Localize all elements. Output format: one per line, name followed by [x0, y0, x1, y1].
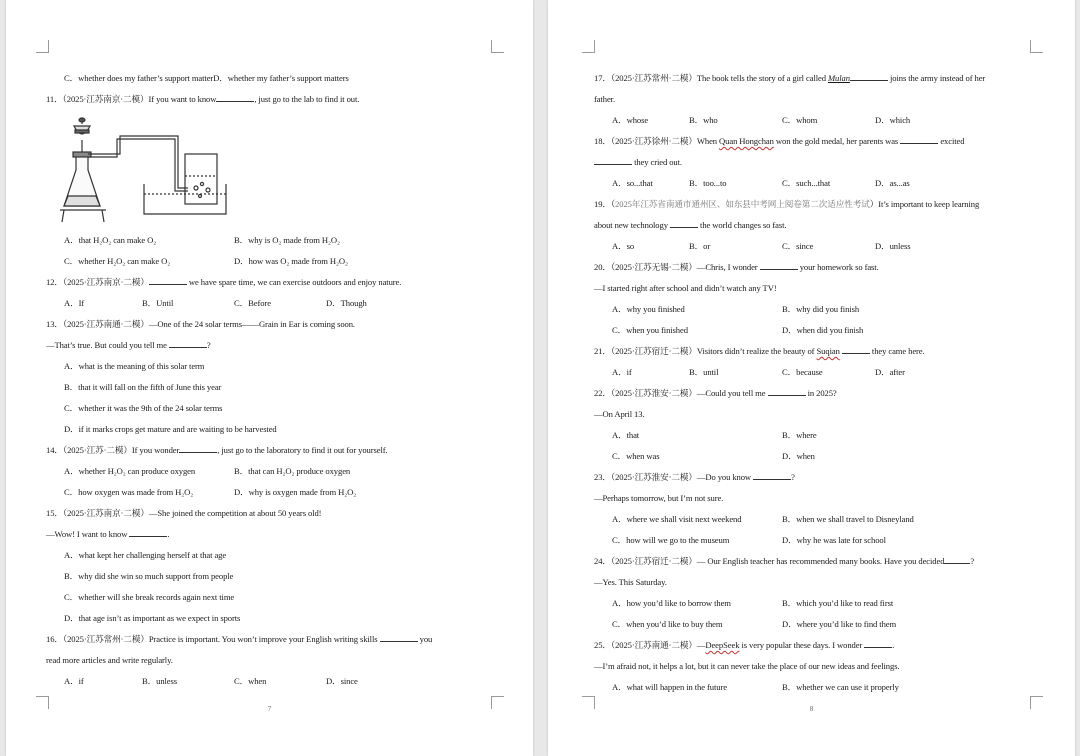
q12-options: [46, 293, 496, 314]
question-stem: —Could you tell me: [696, 388, 766, 398]
answer-blank: [179, 444, 217, 453]
option-a[interactable]: A．if: [64, 676, 84, 686]
question-stem: —That’s true. But could you tell me: [46, 340, 167, 350]
question-source: 14．（2025·江苏·二模）: [46, 445, 132, 455]
proper-name: Quan Hongchan: [719, 136, 774, 146]
answer-blank: [149, 276, 187, 285]
option-a[interactable]: A．what is the meaning of this solar term: [64, 361, 205, 371]
option-c[interactable]: C．when: [234, 676, 267, 686]
option-b[interactable]: B．unless: [142, 676, 178, 686]
option-d[interactable]: D．that age isn’t as important as we expect in sports: [64, 613, 241, 623]
question-19: [594, 194, 1039, 215]
answer-blank: [760, 261, 798, 270]
question-11: [46, 89, 496, 110]
option-a[interactable]: A．how you’d like to borrow them: [612, 598, 731, 608]
place-name: Suqian: [816, 346, 840, 356]
question-22-line2: —On April 13.: [594, 409, 645, 419]
question-stem-end: your homework so fast.: [799, 262, 879, 272]
option-c[interactable]: C．because: [782, 367, 823, 377]
q24-options-ab: [594, 593, 1039, 614]
question-17-line2: father.: [594, 94, 616, 104]
question-stem: If you wonder: [131, 445, 180, 455]
punctuation: .: [892, 640, 895, 650]
option-b[interactable]: B．or: [689, 241, 711, 251]
option-d[interactable]: D．unless: [875, 241, 911, 251]
option-d[interactable]: D．how was O₂ made from H₂O₂: [234, 256, 348, 266]
punctuation: ?: [791, 472, 795, 482]
punctuation: ?: [206, 340, 211, 350]
question-18-line2: [594, 152, 1039, 173]
question-source: ）: [869, 199, 879, 209]
option-a[interactable]: A．what will happen in the future: [612, 682, 727, 692]
option-d[interactable]: [782, 446, 952, 467]
answer-blank: [169, 339, 207, 348]
option-b-text: B．where: [782, 430, 817, 440]
answer-blank: [944, 555, 970, 564]
question-16-line2: read more articles and write regularly.: [46, 655, 173, 665]
question-source: 11．（2025·江苏南京·二模）: [46, 94, 149, 104]
crop-mark-top-left: [36, 40, 49, 53]
question-15: [46, 503, 496, 524]
option-a[interactable]: A．If: [64, 298, 85, 308]
document-page-right: [548, 0, 1075, 756]
option-a[interactable]: A．so: [612, 241, 635, 251]
answer-blank: [594, 156, 632, 165]
answer-blank: [864, 639, 895, 650]
answer-blank: [753, 471, 791, 480]
answer-blank: [768, 387, 806, 396]
question-source: 16．（2025·江苏常州·二模）: [46, 634, 149, 644]
q10-options-cd: [46, 68, 496, 89]
option-b[interactable]: B．which you’d like to read first: [782, 598, 894, 608]
document-page-left: [6, 0, 533, 756]
option-b[interactable]: B．too...to: [689, 178, 727, 188]
question-stem-end: joins the army instead of her: [890, 73, 986, 83]
page-number: 7: [267, 705, 272, 713]
book-title: Mulan: [828, 73, 850, 83]
question-source: 23．（2025·江苏淮安·二模）: [594, 472, 697, 482]
option-d[interactable]: D．if it marks crops get mature and are waiting to be harvested: [64, 424, 277, 434]
option-b[interactable]: B．until: [689, 367, 719, 377]
question-23: [594, 467, 1039, 488]
question-14: [46, 440, 496, 461]
option-d[interactable]: D．why he was late for school: [782, 535, 886, 545]
proper-name: DeepSeek: [705, 640, 740, 650]
answer-blank: [216, 93, 254, 102]
option-d[interactable]: D．where you’d like to find them: [782, 619, 897, 629]
question-21: [594, 341, 1039, 362]
option-a[interactable]: [612, 425, 782, 446]
answer-blank: [842, 345, 870, 354]
option-c[interactable]: [612, 446, 782, 467]
question-stem: —Chris, I wonder: [696, 262, 758, 272]
option-a[interactable]: A．what kept her challenging herself at that age: [64, 550, 227, 560]
lab-apparatus-figure: [60, 114, 230, 226]
question-stem: they cried out.: [634, 157, 682, 167]
question-source: 20．（2025·江苏无锡·二模）: [594, 262, 697, 272]
question-15-line2: [46, 524, 496, 545]
question-stem: we have spare time, we can exercise outdoors and enjoy nature.: [188, 277, 402, 287]
option-b[interactable]: B．whether we can use it properly: [782, 682, 899, 692]
option-a[interactable]: A．so...that: [612, 178, 653, 188]
option-b[interactable]: B．who: [689, 115, 718, 125]
question-stem: —Do you know: [696, 472, 752, 482]
punctuation: ?: [970, 556, 975, 566]
answer-blank: [670, 219, 698, 228]
option-c[interactable]: C．when you’d like to buy them: [612, 619, 723, 629]
question-source: 22．（2025·江苏淮安·二模）: [594, 388, 697, 398]
option-a[interactable]: A．where we shall visit next weekend: [612, 514, 742, 524]
question-stem-end: they came here.: [871, 346, 925, 356]
question-source: 15．（2025·江苏南京·二模）: [46, 508, 149, 518]
q11-options-cd: [46, 251, 496, 272]
q19-options: [594, 236, 1039, 257]
option-b[interactable]: B．that it will fall on the fifth of June this year: [64, 382, 222, 392]
question-20: [594, 257, 1039, 278]
question-stem: When: [696, 136, 717, 146]
question-stem: —Wow! I want to know: [46, 529, 128, 539]
q22-options-cd: [594, 446, 1039, 467]
q14-options-ab: [46, 461, 496, 482]
question-source-exam: 2025年江苏省南通市通州区、如东县中考网上阅卷第二次适应性考试: [615, 199, 870, 209]
option-b[interactable]: B．why did you finish: [782, 304, 860, 314]
q24-options-cd: [594, 614, 1039, 635]
question-stem: Practice is important. You won’t improve your English writing skills: [148, 634, 378, 644]
option-c[interactable]: C．when you finished: [612, 325, 688, 335]
question-13: [46, 314, 496, 335]
question-stem-end: you: [419, 634, 433, 644]
question-19-line2: [594, 215, 1039, 236]
question-stem: Visitors didn’t realize the beauty of: [696, 346, 815, 356]
option-b[interactable]: B．Until: [142, 298, 174, 308]
question-stem: If you want to know: [148, 94, 217, 104]
option-b[interactable]: B．when we shall travel to Disneyland: [782, 514, 914, 524]
q20-options-ab: [594, 299, 1039, 320]
option-c[interactable]: C．whether will she break records again next time: [64, 592, 235, 602]
option-a[interactable]: A．whether H₂O₂ can produce oxygen: [64, 466, 196, 476]
question-stem-end: the world changes so fast.: [700, 220, 787, 230]
option-c[interactable]: C．how will we go to the museum: [612, 535, 730, 545]
question-stem: about new technology: [594, 220, 668, 230]
option-d[interactable]: D．as...as: [875, 178, 910, 188]
option-d[interactable]: D．when did you finish: [782, 325, 864, 335]
question-24: [594, 551, 1039, 572]
question-stem: —She joined the competition at about 50 years old!: [148, 508, 322, 518]
option-c[interactable]: C．since: [782, 241, 814, 251]
question-stem-end: , just go to the laboratory to find it out for yourself.: [217, 445, 388, 455]
option-c[interactable]: C．whether H₂O₂ can make O₂: [64, 256, 171, 266]
question-17: [594, 68, 1039, 89]
question-24-line2: —Yes. This Saturday.: [594, 577, 667, 587]
option-c[interactable]: C．whether it was the 9th of the 24 solar terms: [64, 403, 223, 413]
question-25: [594, 635, 1039, 656]
q23-options-cd: [594, 530, 1039, 551]
option-a[interactable]: A．whose: [612, 115, 649, 125]
question-stem: The book tells the story of a girl called: [696, 73, 826, 83]
question-stem: —: [696, 640, 706, 650]
question-25-line2: —I’m afraid not, it helps a lot, but it can never take the place of our new ideas and feelings.: [594, 661, 900, 671]
q17-options: [594, 110, 1039, 131]
answer-blank: [850, 72, 888, 81]
q14-options-cd: [46, 482, 496, 503]
q22-options-ab: [594, 425, 1039, 446]
page-number: 8: [809, 705, 814, 713]
q18-options: [594, 173, 1039, 194]
option-c-text: C．when was: [612, 451, 660, 461]
option-d[interactable]: D．why is oxygen made from H₂O₂: [234, 487, 357, 497]
option-c[interactable]: C．Before: [234, 298, 271, 308]
question-source: 19．（: [594, 199, 616, 209]
option-c[interactable]: C．how oxygen was made from H₂O₂: [64, 487, 194, 497]
q23-options-ab: [594, 509, 1039, 530]
question-source: 21．（2025·江苏宿迁·二模）: [594, 346, 697, 356]
crop-mark-top-left: [582, 40, 595, 53]
q16-options: [46, 671, 496, 692]
option-b[interactable]: [782, 425, 952, 446]
question-12: [46, 272, 496, 293]
option-a-text: A．that: [612, 430, 640, 440]
q25-options-ab: [594, 677, 1039, 698]
question-stem-end: excited: [940, 136, 965, 146]
question-13-line2: [46, 335, 496, 356]
crop-mark-top-right: [1030, 40, 1043, 53]
question-16: [46, 629, 496, 650]
question-stem: won the gold medal, her parents was: [775, 136, 899, 146]
question-stem: —One of the 24 solar terms——Grain in Ear is coming soon.: [148, 319, 355, 329]
option-b[interactable]: B．why is O₂ made from H₂O₂: [234, 235, 340, 245]
option-b[interactable]: B．why did she win so much support from people: [64, 571, 234, 581]
option-d[interactable]: D．which: [875, 115, 911, 125]
left-page-content: [46, 68, 496, 692]
option-d[interactable]: D．after: [875, 367, 905, 377]
question-source: 17．（2025·江苏常州·二模）: [594, 73, 697, 83]
option-c[interactable]: C．whom: [782, 115, 818, 125]
question-22: [594, 383, 1039, 404]
option-c[interactable]: C．such...that: [782, 178, 831, 188]
question-source: 13．（2025·江苏南通·二模）: [46, 319, 149, 329]
punctuation: .: [167, 529, 170, 539]
option-b[interactable]: B．that can H₂O₂ produce oxygen: [234, 466, 351, 476]
question-23-line2: —Perhaps tomorrow, but I’m not sure.: [594, 493, 724, 503]
q11-options-ab: [46, 230, 496, 251]
answer-blank: [380, 633, 418, 642]
option-d: D．whether my father’s support matters: [213, 73, 349, 83]
option-a[interactable]: A．if: [612, 367, 632, 377]
q21-options: [594, 362, 1039, 383]
question-source: 18．（2025·江苏徐州·二模）: [594, 136, 697, 146]
option-d[interactable]: D．since: [326, 676, 358, 686]
right-page-content: [594, 68, 1039, 698]
q20-options-cd: [594, 320, 1039, 341]
question-18: [594, 131, 1039, 152]
question-20-line2: —I started right after school and didn’t watch any TV!: [594, 283, 777, 293]
question-source: 12．（2025·江苏南京·二模）: [46, 277, 149, 287]
question-source: 24．（2025·江苏宿迁·二模）: [594, 556, 697, 566]
question-source: 25．（2025·江苏南通·二模）: [594, 640, 697, 650]
question-stem-end: , just go to the lab to find it out.: [254, 94, 360, 104]
question-stem-end: in 2025?: [807, 388, 837, 398]
option-d[interactable]: D．Though: [326, 298, 367, 308]
option-a[interactable]: A．why you finished: [612, 304, 685, 314]
option-a[interactable]: A．that H₂O₂ can make O₂: [64, 235, 157, 245]
option-c: C．whether does my father’s support matter: [64, 73, 214, 83]
answer-blank: [129, 528, 170, 539]
option-d-text: D．when: [782, 451, 815, 461]
crop-mark-top-right: [491, 40, 504, 53]
question-stem: is very popular these days. I wonder: [741, 640, 863, 650]
question-stem: — Our English teacher has recommended many books. Have you decided: [696, 556, 945, 566]
answer-blank: [900, 135, 938, 144]
question-stem: It’s important to keep learning: [878, 199, 980, 209]
